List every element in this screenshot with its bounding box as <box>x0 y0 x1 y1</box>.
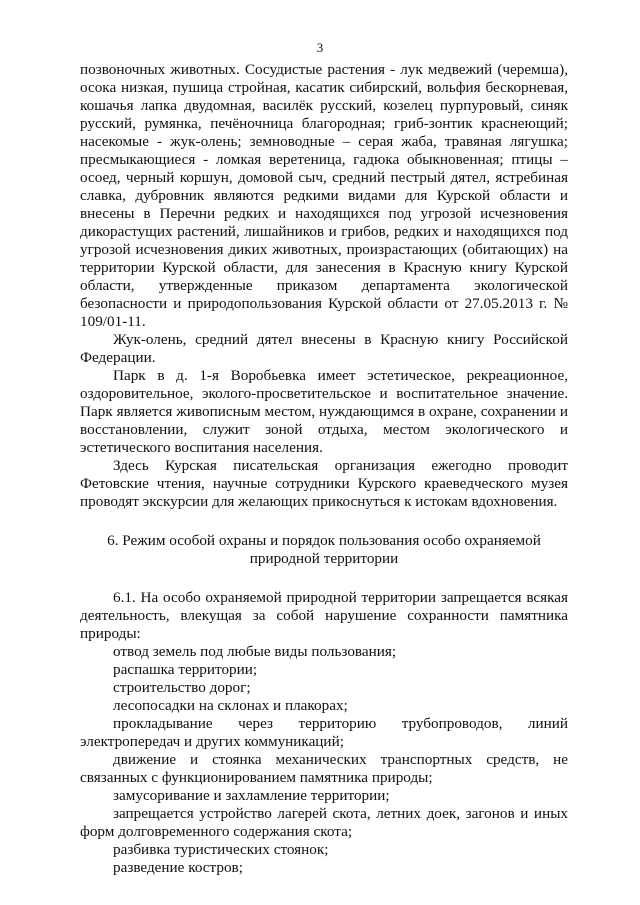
list-item: разбивка туристических стоянок; <box>113 841 329 858</box>
list-item: разведение костров; <box>113 859 243 876</box>
list-item: отвод земель под любые виды пользования; <box>113 643 397 660</box>
paragraph-species: позвоночных животных. Сосудистые растения - лук медвежий (черемша), осока низкая, пушица стройная, касатик сибирский, вольфия бескорневая, кошачья лапка двудомная, василёк русский, козелец пурпуровый, синяк русский, румянка, печёночница благородная; гриб-зонтик краснеющий; насекомые - жук-олень; земноводные – серая жаба, травяная лягушка; пресмыкающиеся - ломкая веретеница, гадюка обыкновенная; птицы – осоед, черный коршун, домовой сыч, средний пестрый дятел, ястребиная славка, дубровник являются редкими видами для Курской области и внесены в Перечни редких и находящихся под угрозой исчезновения дикорастущих растений, лишайников и грибов, редких и находящихся под угрозой исчезновения диких животных, произрастающих (обитающих) на территории Курской области, для занесения в Красную книгу Курской области, утвержденные приказом департамента экологической безопасности и природопользования Курской области от 27.05.2013 г. № 109/01-11. <box>80 61 568 330</box>
section-heading: 6. Режим особой охраны и порядок пользования особо охраняемой природной территории <box>107 532 541 567</box>
list-item: строительство дорог; <box>113 679 251 696</box>
list-item: замусоривание и захламление территории; <box>113 787 390 804</box>
list-item: движение и стоянка механических транспортных средств, не связанных с функционированием памятника природы; <box>80 751 568 786</box>
list-item: запрещается устройство лагерей скота, летних доек, загонов и иных форм долговременного содержания скота; <box>80 805 568 840</box>
paragraph-park-value: Парк в д. 1-я Воробьевка имеет эстетическое, рекреационное, оздоровительное, эколого-просветительское и воспитательное значение. Парк является живописным местом, нуждающимся в охране, сохранении и восстановлении, служит зоной отдыха, местом экологического и эстетического воспитания населения. <box>80 367 568 456</box>
list-item: прокладывание через территорию трубопроводов, линий электропередач и других коммуникаций; <box>80 715 568 750</box>
paragraph-fet-readings: Здесь Курская писательская организация ежегодно проводит Фетовские чтения, научные сотрудники Курского краеведческого музея проводят экскурсии для желающих прикоснуться к истокам вдохновения. <box>80 457 568 510</box>
list-item: распашка территории; <box>113 661 258 678</box>
list-item: лесопосадки на склонах и плакорах; <box>113 697 348 714</box>
paragraph-red-book: Жук-олень, средний дятел внесены в Красную книгу Российской Федерации. <box>80 331 568 366</box>
section-intro: 6.1. На особо охраняемой природной территории запрещается всякая деятельность, влекущая за собой нарушение сохранности памятника природы: <box>80 589 568 642</box>
page-number: 3 <box>316 40 324 55</box>
prohibited-list <box>80 643 568 877</box>
document-body <box>80 61 568 877</box>
